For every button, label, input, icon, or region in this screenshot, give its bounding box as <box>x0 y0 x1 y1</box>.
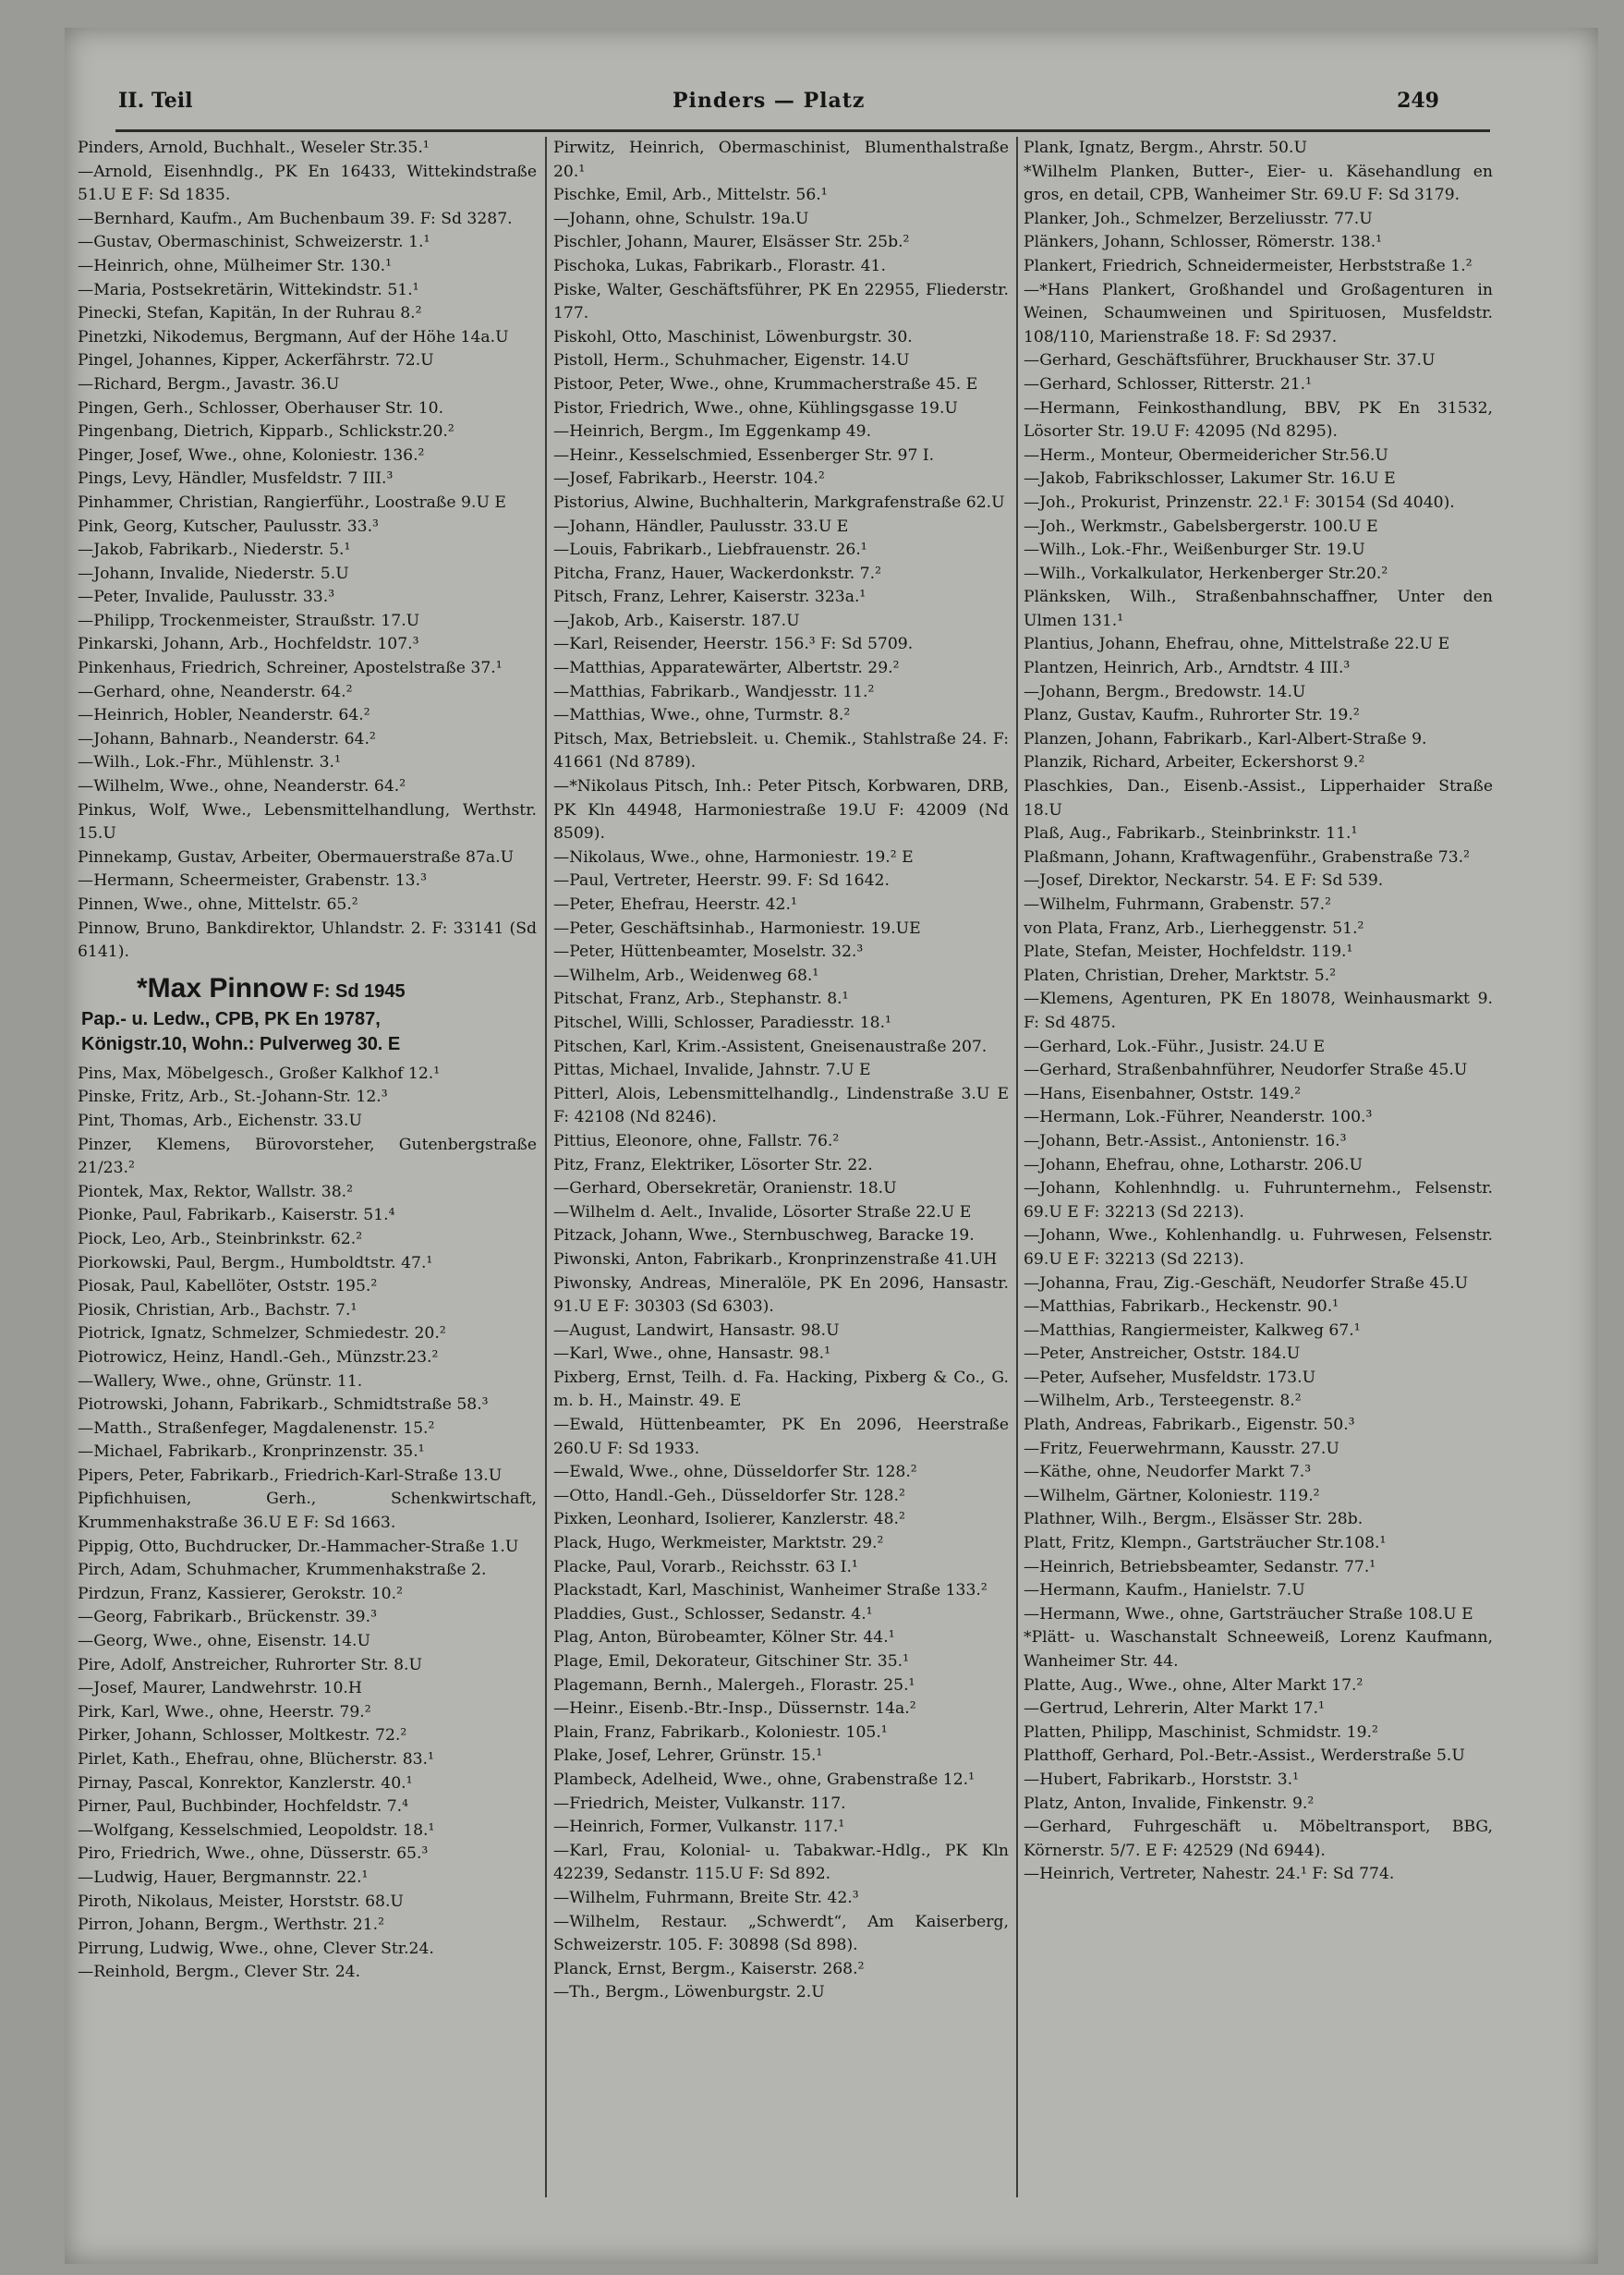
directory-entry: Pingen, Gerh., Schlosser, Oberhauser Str. 10. <box>78 398 444 418</box>
directory-entry: Pitz, Franz, Elektriker, Lösorter Str. 22. <box>553 1155 873 1174</box>
directory-entry: —Wilh., Lok.-Fhr., Weißenburger Str. 19.U <box>1024 541 1365 560</box>
directory-entry: —Matthias, Apparatewärter, Albertstr. 29.² <box>553 659 900 678</box>
directory-entry: —Jakob, Fabrikarb., Niederstr. 5.¹ <box>78 541 351 560</box>
directory-entry: Plänkers, Johann, Schlosser, Römerstr. 138.¹ <box>1024 233 1383 252</box>
directory-entry: Plaschkies, Dan., Eisenb.-Assist., Lipperhaider Straße 18.U <box>1024 777 1493 820</box>
directory-entry: —Hans, Eisenbahner, Oststr. 149.² <box>1024 1084 1302 1103</box>
directory-entry: —Johann, Händler, Paulusstr. 33.U E <box>553 517 849 536</box>
directory-entry: —Arnold, Eisenhndlg., PK En 16433, Wittekindstraße 51.U E F: Sd 1835. <box>78 162 537 205</box>
directory-entry: *Wilhelm Planken, Butter-, Eier- u. Käsehandlung en gros, en detail, CPB, Wanheimer Str. 69.U F: Sd 3179. <box>1024 162 1493 205</box>
column-divider <box>1016 137 1018 2197</box>
directory-entry: Pingel, Johannes, Kipper, Ackerfährstr. 72.U <box>78 351 434 371</box>
directory-entry: Piorkowski, Paul, Bergm., Humboldtstr. 47.¹ <box>78 1253 433 1272</box>
directory-entry: Plain, Franz, Fabrikarb., Koloniestr. 105.¹ <box>553 1722 888 1742</box>
directory-entry: Pinders, Arnold, Buchhalt., Weseler Str.35.¹ <box>78 139 430 157</box>
directory-entry: —Gerhard, Straßenbahnführer, Neudorfer Straße 45.U <box>1024 1061 1468 1080</box>
directory-entry: Pirch, Adam, Schuhmacher, Krummenhakstraße 2. <box>78 1561 487 1580</box>
directory-entry: Pings, Levy, Händler, Musfeldstr. 7 III.³ <box>78 469 394 489</box>
directory-entry: —Johanna, Frau, Zig.-Geschäft, Neudorfer Straße 45.U <box>1024 1273 1469 1293</box>
directory-entry: —Wilhelm, Gärtner, Koloniestr. 119.² <box>1024 1486 1320 1505</box>
directory-entry: Plänksken, Wilh., Straßenbahnschaffner, Unter den Ulmen 131.¹ <box>1024 588 1493 630</box>
directory-entry: Plagemann, Bernh., Malergeh., Florastr. 25.¹ <box>553 1675 915 1695</box>
directory-entry: Platen, Christian, Dreher, Marktstr. 5.² <box>1024 966 1337 985</box>
column-3 <box>1024 137 1493 2244</box>
directory-entry: —Hermann, Feinkosthandlung, BBV, PK En 31532, Lösorter Str. 19.U F: 42095 (Nd 8295). <box>1024 398 1493 442</box>
directory-entry: —August, Landwirt, Hansastr. 98.U <box>553 1320 840 1340</box>
directory-entry: —Josef, Fabrikarb., Heerstr. 104.² <box>553 469 825 489</box>
directory-entry: Pinecki, Stefan, Kapitän, In der Ruhrau 8.² <box>78 304 422 323</box>
directory-entry: —Klemens, Agenturen, PK En 18078, Weinhausmarkt 9. F: Sd 4875. <box>1024 990 1493 1032</box>
directory-entry: *Plätt- u. Waschanstalt Schneeweiß, Lorenz Kaufmann, Wanheimer Str. 44. <box>1024 1628 1493 1671</box>
directory-entry: —Heinrich, Bergm., Im Eggenkamp 49. <box>553 422 872 442</box>
directory-entry: —*Hans Plankert, Großhandel und Großagenturen in Weinen, Schaumweinen und Spirituosen, Musfeldstr. 108/110, Marienstraße 18. F: Sd 2937. <box>1024 280 1493 347</box>
directory-entry: Pinger, Josef, Wwe., ohne, Koloniestr. 136.² <box>78 445 425 465</box>
directory-entry: —Josef, Direktor, Neckarstr. 54. E F: Sd 539. <box>1024 871 1384 891</box>
directory-entry: Pitschat, Franz, Arb., Stephanstr. 8.¹ <box>553 990 849 1009</box>
directory-entry: Piwonski, Anton, Fabrikarb., Kronprinzenstraße 41.UH <box>553 1249 998 1269</box>
directory-entry: Pirner, Paul, Buchbinder, Hochfeldstr. 7.⁴ <box>78 1797 409 1817</box>
directory-entry: —Joh., Werkmstr., Gabelsbergerstr. 100.U E <box>1024 517 1378 536</box>
directory-entry: Piroth, Nikolaus, Meister, Horststr. 68.U <box>78 1892 404 1911</box>
directory-entry: Pins, Max, Möbelgesch., Großer Kalkhof 12.¹ <box>78 1064 441 1083</box>
directory-entry: —Johann, Betr.-Assist., Antonienstr. 16.³ <box>1024 1131 1347 1150</box>
directory-entry: Pirlet, Kath., Ehefrau, ohne, Blücherstr. 83.¹ <box>78 1750 434 1769</box>
directory-entry: —Wilh., Vorkalkulator, Herkenberger Str.20.² <box>1024 564 1388 583</box>
directory-entry: —Karl, Frau, Kolonial- u. Tabakwar.-Hdlg., PK Kln 42239, Sedanstr. 115.U F: Sd 892. <box>553 1841 1009 1884</box>
directory-entry: —Philipp, Trockenmeister, Straußstr. 17.U <box>78 611 420 630</box>
column-divider <box>545 137 547 2197</box>
directory-entry: —Josef, Maurer, Landwehrstr. 10.H <box>78 1679 362 1698</box>
directory-entry: Pirwitz, Heinrich, Obermaschinist, Blumenthalstraße 20.¹ <box>553 139 1009 181</box>
directory-entry: Pippig, Otto, Buchdrucker, Dr.-Hammacher-Straße 1.U <box>78 1537 519 1556</box>
directory-entry: —Peter, Hüttenbeamter, Moselstr. 32.³ <box>553 943 864 962</box>
directory-entry: Pittas, Michael, Invalide, Jahnstr. 7.U E <box>553 1061 871 1080</box>
directory-entry: Planker, Joh., Schmelzer, Berzeliusstr. 77.U <box>1024 209 1373 228</box>
page-header <box>118 81 1439 124</box>
directory-entry: Planz, Gustav, Kaufm., Ruhrorter Str. 19.² <box>1024 706 1360 725</box>
directory-entry: —Joh., Prokurist, Prinzenstr. 22.¹ F: 30154 (Sd 4040). <box>1024 493 1455 512</box>
directory-entry: Pionke, Paul, Fabrikarb., Kaiserstr. 51.⁴ <box>78 1206 395 1225</box>
directory-entry: —Matthias, Fabrikarb., Heckenstr. 90.¹ <box>1024 1297 1339 1317</box>
directory-entry: Plath, Andreas, Fabrikarb., Eigenstr. 50.³ <box>1024 1416 1355 1435</box>
directory-entry: —Käthe, ohne, Neudorfer Markt 7.³ <box>1024 1463 1312 1482</box>
directory-entry: —Heinrich, Betriebsbeamter, Sedanstr. 77.¹ <box>1024 1557 1376 1576</box>
directory-entry: —Wilhelm, Fuhrmann, Breite Str. 42.³ <box>553 1888 859 1907</box>
directory-entry: —Johann, Invalide, Niederstr. 5.U <box>78 564 349 583</box>
directory-entry: Piosik, Christian, Arb., Bachstr. 7.¹ <box>78 1300 358 1320</box>
directory-entry: —Ludwig, Hauer, Bergmannstr. 22.¹ <box>78 1867 369 1887</box>
directory-entry: —Peter, Ehefrau, Heerstr. 42.¹ <box>553 895 797 914</box>
directory-entry: —Herm., Monteur, Obermeidericher Str.56.U <box>1024 445 1388 465</box>
directory-entry: Plaß, Aug., Fabrikarb., Steinbrinkstr. 11.¹ <box>1024 824 1358 844</box>
directory-entry: Plantzen, Heinrich, Arb., Arndtstr. 4 III.³ <box>1024 659 1351 678</box>
directory-entry: —Wilhelm, Fuhrmann, Grabenstr. 57.² <box>1024 895 1332 914</box>
directory-entry: —Matthias, Rangiermeister, Kalkweg 67.¹ <box>1024 1320 1361 1340</box>
directory-entry: Plack, Hugo, Werkmeister, Marktstr. 29.² <box>553 1534 884 1553</box>
directory-entry: —Gustav, Obermaschinist, Schweizerstr. 1.¹ <box>78 233 430 252</box>
directory-entry: Pinnow, Bruno, Bankdirektor, Uhlandstr. 2. F: 33141 (Sd 6141). <box>78 919 537 962</box>
directory-entry: —Matthias, Wwe., ohne, Turmstr. 8.² <box>553 706 851 725</box>
directory-entry: —Johann, Wwe., Kohlenhandlg. u. Fuhrwesen, Felsenstr. 69.U E F: 32213 (Sd 2213). <box>1024 1226 1493 1269</box>
directory-entry: —Heinrich, ohne, Mülheimer Str. 130.¹ <box>78 256 392 275</box>
directory-entry: Platz, Anton, Invalide, Finkenstr. 9.² <box>1024 1794 1315 1813</box>
directory-entry: —Wilh., Lok.-Fhr., Mühlenstr. 3.¹ <box>78 753 341 773</box>
directory-entry: —Louis, Fabrikarb., Liebfrauenstr. 26.¹ <box>553 541 867 560</box>
directory-entry: —Matthias, Fabrikarb., Wandjesstr. 11.² <box>553 682 875 701</box>
directory-entry: Pinnekamp, Gustav, Arbeiter, Obermauerstraße 87a.U <box>78 847 515 867</box>
directory-entry: —Richard, Bergm., Javastr. 36.U <box>78 374 340 394</box>
directory-entry: —Heinr., Kesselschmied, Essenberger Str. 97 I. <box>553 445 935 465</box>
ad-name: *Max Pinnow <box>137 972 309 1004</box>
directory-entry: Pinkarski, Johann, Arb., Hochfeldstr. 107.³ <box>78 635 419 654</box>
directory-entry: —Heinr., Eisenb.-Btr.-Insp., Düssernstr. 14a.² <box>553 1699 916 1719</box>
directory-entry: —Th., Bergm., Löwenburgstr. 2.U <box>553 1983 825 2002</box>
directory-entry: Pitschel, Willi, Schlosser, Paradiesstr. 18.¹ <box>553 1013 891 1032</box>
directory-entry: Plate, Stefan, Meister, Hochfeldstr. 119.¹ <box>1024 943 1353 962</box>
directory-entry: Platthoff, Gerhard, Pol.-Betr.-Assist., Werderstraße 5.U <box>1024 1746 1465 1766</box>
directory-entry: Pischoka, Lukas, Fabrikarb., Florastr. 41. <box>553 256 886 275</box>
directory-entry: —Heinrich, Vertreter, Nahestr. 24.¹ F: Sd 774. <box>1024 1865 1395 1884</box>
directory-entry: Plaßmann, Johann, Kraftwagenführ., Grabenstraße 73.² <box>1024 847 1470 867</box>
section-label: II. Teil <box>118 89 193 113</box>
directory-entry: Pink, Georg, Kutscher, Paulusstr. 33.³ <box>78 517 379 536</box>
directory-entry: Pirdzun, Franz, Kassierer, Gerokstr. 10.² <box>78 1584 403 1603</box>
directory-entry: Pinnen, Wwe., ohne, Mittelstr. 65.² <box>78 895 358 914</box>
directory-entry: Pistor, Friedrich, Wwe., ohne, Kühlingsgasse 19.U <box>553 398 958 418</box>
directory-entry: Plathner, Wilh., Bergm., Elsässer Str. 28b. <box>1024 1510 1363 1529</box>
directory-entry: Pitsch, Max, Betriebsleit. u. Chemik., Stahlstraße 24. F: 41661 (Nd 8789). <box>553 729 1009 773</box>
directory-entry: —Georg, Wwe., ohne, Eisenstr. 14.U <box>78 1632 371 1651</box>
directory-entry: Pitcha, Franz, Hauer, Wackerdonkstr. 7.² <box>553 564 881 583</box>
directory-entry: —Johann, Bahnarb., Neanderstr. 64.² <box>78 729 376 748</box>
column-1 <box>78 137 537 2244</box>
directory-entry: —Wilhelm, Wwe., ohne, Neanderstr. 64.² <box>78 777 406 797</box>
directory-entry: —Hubert, Fabrikarb., Horststr. 3.¹ <box>1024 1770 1300 1789</box>
directory-entry: —Friedrich, Meister, Vulkanstr. 117. <box>553 1794 846 1813</box>
directory-entry: Placke, Paul, Vorarb., Reichsstr. 63 I.¹ <box>553 1557 858 1576</box>
directory-entry: Pinske, Fritz, Arb., St.-Johann-Str. 12.³ <box>78 1088 388 1107</box>
directory-entry: Piock, Leo, Arb., Steinbrinkstr. 62.² <box>78 1229 363 1248</box>
directory-entry: Plambeck, Adelheid, Wwe., ohne, Grabenstraße 12.¹ <box>553 1770 975 1789</box>
directory-entry: —Ewald, Wwe., ohne, Düsseldorfer Str. 128.² <box>553 1463 917 1482</box>
directory-entry: Pinkenhaus, Friedrich, Schreiner, Apostelstraße 37.¹ <box>78 659 503 678</box>
directory-entry: Plag, Anton, Bürobeamter, Kölner Str. 44.¹ <box>553 1628 895 1648</box>
directory-entry: —Otto, Handl.-Geh., Düsseldorfer Str. 128.² <box>553 1486 905 1505</box>
directory-entry: —Nikolaus, Wwe., ohne, Harmoniestr. 19.² E <box>553 847 914 867</box>
directory-entry: —Michael, Fabrikarb., Kronprinzenstr. 35.¹ <box>78 1442 425 1462</box>
directory-entry: Piotrick, Ignatz, Schmelzer, Schmiedestr. 20.² <box>78 1324 446 1344</box>
directory-entry: —Fritz, Feuerwehrmann, Kausstr. 27.U <box>1024 1439 1339 1458</box>
directory-entry: —Johann, ohne, Schulstr. 19a.U <box>553 209 809 228</box>
directory-entry: Pladdies, Gust., Schlosser, Sedanstr. 4.¹ <box>553 1604 873 1624</box>
directory-entry: Pitzack, Johann, Wwe., Sternbuschweg, Baracke 19. <box>553 1226 975 1246</box>
directory-entry: Pirrung, Ludwig, Wwe., ohne, Clever Str.24. <box>78 1939 434 1958</box>
directory-entry: Pingenbang, Dietrich, Kipparb., Schlickstr.20.² <box>78 422 454 442</box>
running-head: Pinders — Platz <box>673 89 866 113</box>
directory-entry: Pipfichhuisen, Gerh., Schenkwirtschaft, Krummenhakstraße 36.U E F: Sd 1663. <box>78 1490 537 1533</box>
ad-line: Pap.- u. Ledw., CPB, PK En 19787, <box>81 1008 381 1029</box>
directory-entry: —Ewald, Hüttenbeamter, PK En 2096, Heerstraße 260.U F: Sd 1933. <box>553 1416 1009 1458</box>
directory-entry: Plage, Emil, Dekorateur, Gitschiner Str. 35.¹ <box>553 1652 909 1671</box>
ad-line: Königstr.10, Wohn.: Pulverweg 30. E <box>81 1033 401 1054</box>
directory-entry: Pistoor, Peter, Wwe., ohne, Krummacherstraße 45. E <box>553 374 978 394</box>
directory-entry: Pirker, Johann, Schlosser, Moltkestr. 72.² <box>78 1726 407 1746</box>
directory-entry: Pirron, Johann, Bergm., Werthstr. 21.² <box>78 1916 384 1935</box>
directory-entry: Piro, Friedrich, Wwe., ohne, Düsserstr. 65.³ <box>78 1844 429 1864</box>
directory-entry: —Johann, Kohlenhndlg. u. Fuhrunternehm., Felsenstr. 69.U E F: 32213 (Sd 2213). <box>1024 1179 1493 1222</box>
directory-entry: Pistoll, Herm., Schuhmacher, Eigenstr. 14.U <box>553 351 910 371</box>
directory-entry: —Bernhard, Kaufm., Am Buchenbaum 39. F: Sd 3287. <box>78 209 513 228</box>
directory-entry: —Gerhard, Fuhrgeschäft u. Möbeltransport, BBG, Körnerstr. 5/7. E F: 42529 (Nd 6944). <box>1024 1818 1493 1860</box>
directory-entry: Piotrowski, Johann, Fabrikarb., Schmidtstraße 58.³ <box>78 1395 489 1415</box>
directory-entry: —Karl, Reisender, Heerstr. 156.³ F: Sd 5709. <box>553 635 914 654</box>
directory-entry: Pinkus, Wolf, Wwe., Lebensmittelhandlung, Werthstr. 15.U <box>78 800 537 844</box>
directory-entry: —Wallery, Wwe., ohne, Grünstr. 11. <box>78 1371 363 1391</box>
directory-entry: Pitschen, Karl, Krim.-Assistent, Gneisenaustraße 207. <box>553 1037 988 1056</box>
directory-entry: —Maria, Postsekretärin, Wittekindstr. 51.¹ <box>78 280 419 299</box>
directory-entry: —Peter, Anstreicher, Oststr. 184.U <box>1024 1344 1301 1364</box>
directory-entry: —Gerhard, Lok.-Führ., Jusistr. 24.U E <box>1024 1037 1326 1056</box>
page-number: 249 <box>1397 89 1439 113</box>
directory-entry: Pischke, Emil, Arb., Mittelstr. 56.¹ <box>553 186 828 205</box>
directory-entry: —Jakob, Fabrikschlosser, Lakumer Str. 16.U E <box>1024 469 1396 489</box>
header-rule <box>115 129 1490 132</box>
directory-entry: Pixberg, Ernst, Teilh. d. Fa. Hacking, Pixberg & Co., G. m. b. H., Mainstr. 49. E <box>553 1368 1009 1411</box>
directory-entry: Plackstadt, Karl, Maschinist, Wanheimer Straße 133.² <box>553 1581 988 1600</box>
directory-entry: Piontek, Max, Rektor, Wallstr. 38.² <box>78 1182 354 1201</box>
directory-entry: Pinzer, Klemens, Bürovorsteher, Gutenbergstraße 21/23.² <box>78 1135 537 1178</box>
directory-entry: —Karl, Wwe., ohne, Hansastr. 98.¹ <box>553 1344 831 1364</box>
directory-entry: —Gerhard, ohne, Neanderstr. 64.² <box>78 682 353 701</box>
directory-entry: —Wilhelm, Arb., Weidenweg 68.¹ <box>553 966 819 985</box>
directory-entry: Pischler, Johann, Maurer, Elsässer Str. 25b.² <box>553 233 910 252</box>
directory-entry: —Georg, Fabrikarb., Brückenstr. 39.³ <box>78 1608 377 1627</box>
directory-entry: Pire, Adolf, Anstreicher, Ruhrorter Str. 8.U <box>78 1655 422 1674</box>
directory-entry: —Heinrich, Former, Vulkanstr. 117.¹ <box>553 1818 845 1837</box>
directory-entry: Pittius, Eleonore, ohne, Fallstr. 76.² <box>553 1131 840 1150</box>
directory-entry: Plankert, Friedrich, Schneidermeister, Herbststraße 1.² <box>1024 256 1473 275</box>
ad-phone: F: Sd 1945 <box>312 980 406 1002</box>
directory-entry: —Wilhelm d. Aelt., Invalide, Lösorter Straße 22.U E <box>553 1202 972 1222</box>
column-2 <box>553 137 1009 2244</box>
directory-entry: Piosak, Paul, Kabellöter, Oststr. 195.² <box>78 1277 378 1296</box>
directory-entry: —Peter, Aufseher, Musfeldstr. 173.U <box>1024 1368 1316 1387</box>
directory-entry: von Plata, Franz, Arb., Lierheggenstr. 51.² <box>1024 919 1364 938</box>
directory-entry: Planzen, Johann, Fabrikarb., Karl-Albert-Straße 9. <box>1024 729 1427 748</box>
directory-entry: Piske, Walter, Geschäftsführer, PK En 22955, Fliederstr. 177. <box>553 280 1009 323</box>
directory-entry: —Wilhelm, Arb., Tersteegenstr. 8.² <box>1024 1392 1302 1411</box>
directory-entry: Pirnay, Pascal, Konrektor, Kanzlerstr. 40.¹ <box>78 1773 413 1793</box>
directory-entry: —Heinrich, Hobler, Neanderstr. 64.² <box>78 706 370 725</box>
directory-entry: —Hermann, Kaufm., Hanielstr. 7.U <box>1024 1581 1305 1600</box>
directory-entry: Platten, Philipp, Maschinist, Schmidstr. 19.² <box>1024 1722 1378 1742</box>
directory-entry: —Hermann, Scheermeister, Grabenstr. 13.³ <box>78 871 427 891</box>
directory-entry: Plank, Ignatz, Bergm., Ahrstr. 50.U <box>1024 139 1307 157</box>
directory-entry: Piskohl, Otto, Maschinist, Löwenburgstr. 30. <box>553 327 913 347</box>
directory-entry: —Hermann, Lok.-Führer, Neanderstr. 100.³ <box>1024 1108 1373 1127</box>
advertisement-block <box>78 970 537 1057</box>
directory-entry: —Gerhard, Schlosser, Ritterstr. 21.¹ <box>1024 374 1312 394</box>
directory-entry: —Jakob, Arb., Kaiserstr. 187.U <box>553 611 800 630</box>
directory-entry: Piotrowicz, Heinz, Handl.-Geh., Münzstr.23.² <box>78 1347 439 1367</box>
directory-entry: —Peter, Invalide, Paulusstr. 33.³ <box>78 588 335 607</box>
directory-entry: Planzik, Richard, Arbeiter, Eckershorst 9.² <box>1024 753 1365 773</box>
directory-entry: Pinetzki, Nikodemus, Bergmann, Auf der Höhe 14a.U <box>78 327 509 347</box>
directory-entry: —Gerhard, Geschäftsführer, Bruckhauser Str. 37.U <box>1024 351 1436 371</box>
directory-entry: —Hermann, Wwe., ohne, Gartsträucher Straße 108.U E <box>1024 1604 1473 1624</box>
directory-entry: Plantius, Johann, Ehefrau, ohne, Mittelstraße 22.U E <box>1024 635 1450 654</box>
directory-entry: Platt, Fritz, Klempn., Gartsträucher Str.108.¹ <box>1024 1534 1387 1553</box>
directory-entry: —Johann, Bergm., Bredowstr. 14.U <box>1024 682 1306 701</box>
directory-entry: —Gertrud, Lehrerin, Alter Markt 17.¹ <box>1024 1699 1325 1719</box>
directory-entry: Platte, Aug., Wwe., ohne, Alter Markt 17.² <box>1024 1675 1363 1695</box>
directory-entry: Pitsch, Franz, Lehrer, Kaiserstr. 323a.¹ <box>553 588 867 607</box>
directory-entry: Pint, Thomas, Arb., Eichenstr. 33.U <box>78 1111 362 1130</box>
directory-entry: Pipers, Peter, Fabrikarb., Friedrich-Karl-Straße 13.U <box>78 1466 503 1485</box>
directory-entry: —Matth., Straßenfeger, Magdalenenstr. 15.² <box>78 1418 435 1438</box>
directory-entry: Pitterl, Alois, Lebensmittelhandlg., Lindenstraße 3.U E F: 42108 (Nd 8246). <box>553 1084 1009 1127</box>
directory-entry: —Wilhelm, Restaur. „Schwerdt“, Am Kaiserberg, Schweizerstr. 105. F: 30898 (Sd 898). <box>553 1912 1009 1955</box>
directory-entry: Piwonsky, Andreas, Mineralöle, PK En 2096, Hansastr. 91.U E F: 30303 (Sd 6303). <box>553 1273 1009 1317</box>
directory-entry: Pistorius, Alwine, Buchhalterin, Markgrafenstraße 62.U <box>553 493 1005 512</box>
directory-entry: Pirk, Karl, Wwe., ohne, Heerstr. 79.² <box>78 1702 371 1721</box>
directory-entry: Plake, Josef, Lehrer, Grünstr. 15.¹ <box>553 1746 823 1766</box>
directory-entry: —Gerhard, Obersekretär, Oranienstr. 18.U <box>553 1179 897 1198</box>
directory-entry: —Wolfgang, Kesselschmied, Leopoldstr. 18.¹ <box>78 1820 435 1840</box>
directory-entry: Pinhammer, Christian, Rangierführ., Loostraße 9.U E <box>78 493 506 512</box>
directory-entry: —Paul, Vertreter, Heerstr. 99. F: Sd 1642. <box>553 871 890 891</box>
directory-entry: Planck, Ernst, Bergm., Kaiserstr. 268.² <box>553 1959 865 1978</box>
directory-entry: —Peter, Geschäftsinhab., Harmoniestr. 19.UE <box>553 919 921 938</box>
directory-entry: —*Nikolaus Pitsch, Inh.: Peter Pitsch, Korbwaren, DRB, PK Kln 44948, Harmoniestraße 19.U F: 42009 (Nd 8509). <box>553 777 1009 844</box>
directory-entry: —Reinhold, Bergm., Clever Str. 24. <box>78 1963 361 1982</box>
directory-entry: —Johann, Ehefrau, ohne, Lotharstr. 206.U <box>1024 1155 1363 1174</box>
directory-entry: Pixken, Leonhard, Isolierer, Kanzlerstr. 48.² <box>553 1510 905 1529</box>
